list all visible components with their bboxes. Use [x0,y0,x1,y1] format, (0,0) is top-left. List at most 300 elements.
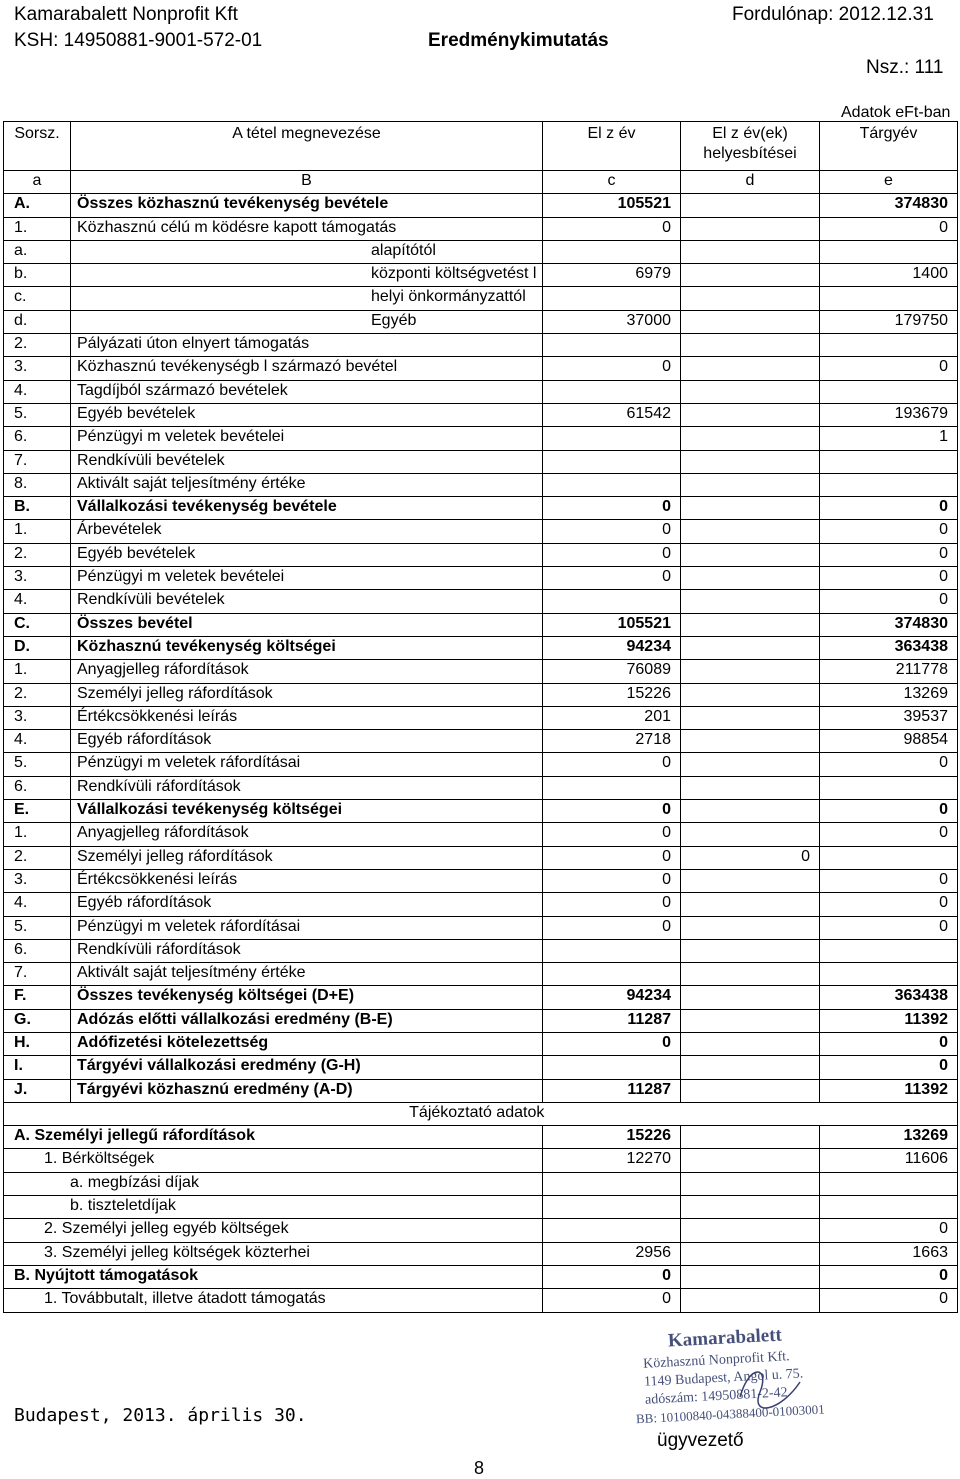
prev-year-value: 0 [543,823,681,846]
prev-year-value: 0 [543,567,681,590]
current-year-value [820,450,958,473]
table-row [4,450,958,473]
prev-year-value: 0 [543,869,681,892]
table-row [4,613,958,636]
current-year-value: 1400 [820,264,958,287]
info-correction-value [681,1196,820,1219]
row-number: b. [4,264,71,287]
row-label: Rendkívüli bevételek [71,590,543,613]
table-row [4,240,958,263]
prev-correction-value [681,916,820,939]
table-row [4,939,958,962]
current-year-value: 0 [820,543,958,566]
prev-year-value: 0 [543,217,681,240]
current-year-value: 11392 [820,1079,958,1102]
prev-year-value [543,939,681,962]
prev-correction-value [681,334,820,357]
row-number: c. [4,287,71,310]
prev-correction-value [681,1009,820,1032]
row-number: A. [4,194,71,217]
prev-correction-value [681,194,820,217]
row-number: 3. [4,357,71,380]
row-number: d. [4,310,71,333]
prev-correction-value [681,427,820,450]
prev-year-value: 0 [543,520,681,543]
row-number: 4. [4,893,71,916]
table-row [4,194,958,217]
info-row [4,1149,958,1172]
current-year-value: 0 [820,217,958,240]
table-row [4,706,958,729]
row-label: Vállalkozási tevékenység költségei [71,800,543,823]
row-label: Pénzügyi m veletek ráfordításai [71,753,543,776]
row-label: Értékcsökkenési leírás [71,869,543,892]
info-current-value: 11606 [820,1149,958,1172]
info-correction-value [681,1149,820,1172]
prev-correction-value [681,1079,820,1102]
prev-correction-value [681,450,820,473]
prev-correction-value [681,380,820,403]
row-label: Értékcsökkenési leírás [71,706,543,729]
info-correction-value [681,1126,820,1149]
current-year-value: 1 [820,427,958,450]
current-year-value: 0 [820,823,958,846]
prev-correction-value [681,706,820,729]
prev-year-value: 0 [543,1032,681,1055]
prev-correction-value [681,1056,820,1079]
info-current-value: 0 [820,1219,958,1242]
prev-correction-value [681,217,820,240]
row-number: 4. [4,730,71,753]
row-number: 5. [4,403,71,426]
prev-correction-value [681,473,820,496]
prev-correction-value [681,613,820,636]
prev-correction-value [681,683,820,706]
current-year-value [820,380,958,403]
table-row [4,776,958,799]
table-row [4,1032,958,1055]
prev-correction-value [681,357,820,380]
row-label: Anyagjelleg ráfordítások [71,660,543,683]
stamp-line: 1149 Budapest, Angol u. 75. [643,1366,804,1390]
prev-correction-value [681,403,820,426]
income-statement-table [3,121,958,1313]
prev-year-value [543,334,681,357]
info-label: 1. Továbbutalt, illetve átadott támogatás [4,1289,543,1312]
row-number: 1. [4,823,71,846]
current-year-value: 98854 [820,730,958,753]
current-year-value: 363438 [820,636,958,659]
row-label: központi költségvetést l [71,264,543,287]
prev-correction-value [681,520,820,543]
current-year-value [820,846,958,869]
info-row [4,1219,958,1242]
prev-correction-value [681,963,820,986]
table-row [4,730,958,753]
info-row [4,1126,958,1149]
info-prev-value: 2956 [543,1242,681,1265]
prev-correction-value [681,497,820,520]
prev-correction-value: 0 [681,846,820,869]
prev-year-value: 61542 [543,403,681,426]
row-label: Pénzügyi m veletek ráfordításai [71,916,543,939]
table-row [4,310,958,333]
table-row [4,846,958,869]
info-prev-value: 15226 [543,1126,681,1149]
prev-year-value: 0 [543,357,681,380]
current-year-value: 374830 [820,613,958,636]
row-label: Személyi jelleg ráfordítások [71,846,543,869]
company-stamp [630,1322,880,1432]
col-header-current: Tárgyév [820,122,958,171]
prev-correction-value [681,1032,820,1055]
table-row [4,660,958,683]
col-letter: a [4,171,71,194]
prev-year-value: 76089 [543,660,681,683]
prev-year-value: 201 [543,706,681,729]
stamp-line: BB: 10100840-04388400-01003001 [635,1401,826,1427]
prev-year-value [543,427,681,450]
prev-year-value: 2718 [543,730,681,753]
info-label: a. megbízási díjak [4,1172,543,1195]
info-correction-value [681,1219,820,1242]
row-label: Egyéb bevételek [71,403,543,426]
info-label: B. Nyújtott támogatások [4,1265,543,1288]
info-title-row [4,1102,958,1125]
info-row [4,1242,958,1265]
info-row [4,1196,958,1219]
table-row [4,1009,958,1032]
table-row [4,264,958,287]
info-prev-value [543,1219,681,1242]
info-current-value: 0 [820,1289,958,1312]
prev-correction-value [681,893,820,916]
row-number: 2. [4,334,71,357]
signer-title: ügyvezető [657,1430,744,1451]
table-row [4,963,958,986]
row-number: 3. [4,706,71,729]
current-year-value: 0 [820,800,958,823]
row-number: 4. [4,590,71,613]
row-label: Aktivált saját teljesítmény értéke [71,473,543,496]
stamp-line: adószám: 14950881-2-42 [644,1385,788,1408]
prev-correction-value [681,776,820,799]
prev-year-value [543,776,681,799]
info-label: b. tiszteletdíjak [4,1196,543,1219]
info-row [4,1172,958,1195]
table-row [4,986,958,1009]
prev-year-value [543,450,681,473]
prev-year-value [543,240,681,263]
row-label: Egyéb ráfordítások [71,893,543,916]
prev-correction-value [681,310,820,333]
prev-correction-value [681,730,820,753]
prev-year-value: 6979 [543,264,681,287]
current-year-value [820,287,958,310]
info-correction-value [681,1265,820,1288]
info-prev-value [543,1172,681,1195]
current-year-value: 0 [820,357,958,380]
table-row [4,357,958,380]
info-prev-value: 0 [543,1265,681,1288]
table-row [4,916,958,939]
row-number: 3. [4,567,71,590]
prev-year-value: 0 [543,916,681,939]
row-number: 1. [4,520,71,543]
info-label: 2. Személyi jelleg egyéb költségek [4,1219,543,1242]
row-number: 2. [4,683,71,706]
org-name: Kamarabalett Nonprofit Kft [14,4,238,25]
col-header-prev: El z év [543,122,681,171]
row-label: Adózás előtti vállalkozási eredmény (B-E) [71,1009,543,1032]
table-row [4,590,958,613]
row-number: 6. [4,776,71,799]
prev-year-value: 0 [543,753,681,776]
col-letter: B [71,171,543,194]
prev-correction-value [681,264,820,287]
row-number: 2. [4,543,71,566]
row-number: B. [4,497,71,520]
table-row [4,497,958,520]
info-current-value [820,1196,958,1219]
prev-year-value [543,963,681,986]
row-label: Anyagjelleg ráfordítások [71,823,543,846]
prev-correction-value [681,753,820,776]
row-number: 1. [4,217,71,240]
row-number: J. [4,1079,71,1102]
info-current-value: 1663 [820,1242,958,1265]
info-prev-value: 0 [543,1289,681,1312]
table-row [4,753,958,776]
prev-year-value [543,473,681,496]
prev-correction-value [681,986,820,1009]
info-current-value [820,1172,958,1195]
col-letter: c [543,171,681,194]
row-number: F. [4,986,71,1009]
col-header-sorsz: Sorsz. [4,122,71,171]
prev-correction-value [681,800,820,823]
current-year-value: 0 [820,753,958,776]
row-number: 3. [4,869,71,892]
current-year-value: 374830 [820,194,958,217]
table-row [4,683,958,706]
row-label: Közhasznú tevékenységb l származó bevétel [71,357,543,380]
info-prev-value: 12270 [543,1149,681,1172]
row-number: G. [4,1009,71,1032]
table-row [4,403,958,426]
table-row [4,636,958,659]
reporting-date: Fordulónap: 2012.12.31 [732,4,934,25]
row-number: 6. [4,427,71,450]
prev-year-value: 0 [543,893,681,916]
current-year-value: 0 [820,893,958,916]
row-number: 1. [4,660,71,683]
col-header-name: A tétel megnevezése [71,122,543,171]
nsz-number: Nsz.: 111 [866,57,944,78]
row-number: 6. [4,939,71,962]
current-year-value [820,240,958,263]
prev-correction-value [681,240,820,263]
row-label: Egyéb ráfordítások [71,730,543,753]
prev-year-value: 0 [543,846,681,869]
row-label: alapítótól [71,240,543,263]
prev-year-value: 15226 [543,683,681,706]
info-current-value: 0 [820,1265,958,1288]
current-year-value: 13269 [820,683,958,706]
row-label: Rendkívüli bevételek [71,450,543,473]
prev-year-value [543,1056,681,1079]
prev-correction-value [681,287,820,310]
prev-year-value: 94234 [543,986,681,1009]
current-year-value: 363438 [820,986,958,1009]
row-label: Egyéb [71,310,543,333]
prev-year-value [543,380,681,403]
row-label: Vállalkozási tevékenység bevétele [71,497,543,520]
prev-correction-value [681,660,820,683]
prev-year-value: 11287 [543,1009,681,1032]
row-number: C. [4,613,71,636]
col-header-prev-corr: El z év(ek) helyesbítései [681,122,820,171]
current-year-value: 0 [820,1032,958,1055]
row-label: Tagdíjból származó bevételek [71,380,543,403]
stamp-line: Közhasznú Nonprofit Kft. [642,1349,790,1372]
info-correction-value [681,1172,820,1195]
row-number: 8. [4,473,71,496]
current-year-value: 0 [820,567,958,590]
row-label: Egyéb bevételek [71,543,543,566]
row-label: Rendkívüli ráfordítások [71,939,543,962]
current-year-value [820,776,958,799]
info-spacer [4,1102,71,1125]
row-number: 5. [4,916,71,939]
page-title: Eredménykimutatás [428,30,609,51]
current-year-value: 0 [820,1056,958,1079]
prev-correction-value [681,543,820,566]
row-number: E. [4,800,71,823]
current-year-value: 0 [820,869,958,892]
table-row [4,217,958,240]
current-year-value: 39537 [820,706,958,729]
row-number: a. [4,240,71,263]
prev-year-value: 0 [543,800,681,823]
header-row [4,122,958,171]
current-year-value: 11392 [820,1009,958,1032]
row-number: I. [4,1056,71,1079]
prev-correction-value [681,939,820,962]
current-year-value: 193679 [820,403,958,426]
table-row [4,473,958,496]
row-number: 2. [4,846,71,869]
table-row [4,334,958,357]
prev-year-value: 37000 [543,310,681,333]
col-letter: d [681,171,820,194]
info-current-value: 13269 [820,1126,958,1149]
row-label: Közhasznú tevékenység költségei [71,636,543,659]
row-label: Tárgyévi vállalkozási eredmény (G-H) [71,1056,543,1079]
prev-correction-value [681,567,820,590]
info-correction-value [681,1242,820,1265]
row-label: Összes közhasznú tevékenység bevétele [71,194,543,217]
table-row [4,287,958,310]
row-label: Pénzügyi m veletek bevételei [71,567,543,590]
row-label: Összes bevétel [71,613,543,636]
table-row [4,800,958,823]
current-year-value: 0 [820,590,958,613]
prev-year-value [543,287,681,310]
prev-correction-value [681,869,820,892]
prev-correction-value [681,823,820,846]
table-row [4,893,958,916]
info-label: 3. Személyi jelleg költségek közterhei [4,1242,543,1265]
stamp-line: Kamarabalett [667,1324,783,1352]
table-row [4,543,958,566]
current-year-value: 211778 [820,660,958,683]
info-correction-value [681,1289,820,1312]
prev-year-value: 0 [543,497,681,520]
current-year-value: 0 [820,916,958,939]
prev-year-value: 0 [543,543,681,566]
row-label: Rendkívüli ráfordítások [71,776,543,799]
row-label: Tárgyévi közhasznú eredmény (A-D) [71,1079,543,1102]
current-year-value [820,963,958,986]
table-row [4,823,958,846]
row-number: 5. [4,753,71,776]
place-date: Budapest, 2013. április 30. [14,1405,307,1426]
info-row [4,1289,958,1312]
row-label: Árbevételek [71,520,543,543]
info-prev-value [543,1196,681,1219]
page-number: 8 [474,1458,485,1478]
row-label: Adófizetési kötelezettség [71,1032,543,1055]
row-label: Közhasznú célú m ködésre kapott támogatás [71,217,543,240]
table-row [4,427,958,450]
current-year-value [820,939,958,962]
prev-year-value: 94234 [543,636,681,659]
prev-year-value: 105521 [543,194,681,217]
row-label: Pénzügyi m veletek bevételei [71,427,543,450]
col-letter: e [820,171,958,194]
row-label: helyi önkormányzattól [71,287,543,310]
prev-year-value [543,590,681,613]
table-row [4,520,958,543]
row-label: Pályázati úton elnyert támogatás [71,334,543,357]
ksh-number: KSH: 14950881-9001-572-01 [14,30,263,51]
table-row [4,869,958,892]
info-label: A. Személyi jellegű ráfordítások [4,1126,543,1149]
prev-correction-value [681,590,820,613]
row-label: Személyi jelleg ráfordítások [71,683,543,706]
table-row [4,380,958,403]
current-year-value: 179750 [820,310,958,333]
table-row [4,1056,958,1079]
row-number: H. [4,1032,71,1055]
info-label: 1. Bérköltségek [4,1149,543,1172]
row-label: Aktivált saját teljesítmény értéke [71,963,543,986]
letter-row [4,171,958,194]
row-number: 7. [4,963,71,986]
table-row [4,1079,958,1102]
table-row [4,567,958,590]
prev-correction-value [681,636,820,659]
row-number: 4. [4,380,71,403]
info-row [4,1265,958,1288]
row-number: 7. [4,450,71,473]
info-title: Tájékoztató adatok [71,1102,958,1125]
row-label: Összes tevékenység költségei (D+E) [71,986,543,1009]
current-year-value [820,473,958,496]
row-number: D. [4,636,71,659]
prev-year-value: 11287 [543,1079,681,1102]
